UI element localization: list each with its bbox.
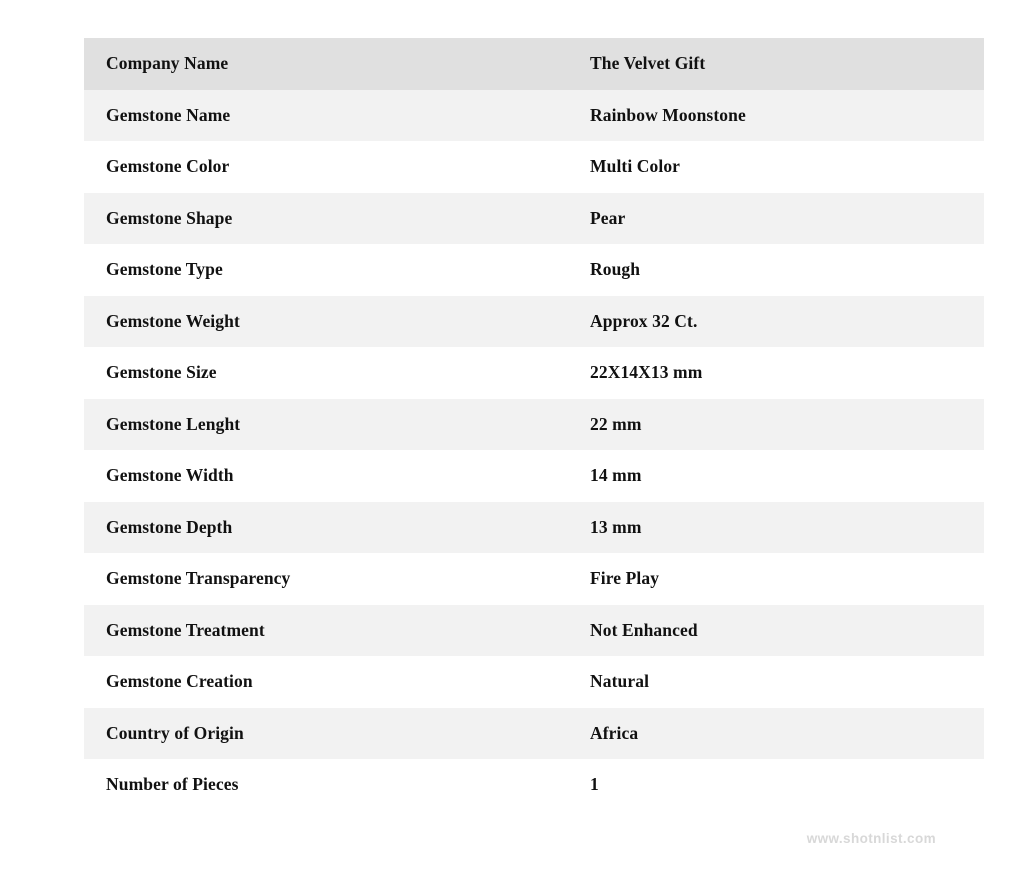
spec-table-body (84, 38, 984, 811)
table-row (84, 90, 984, 142)
spec-label: Gemstone Width (84, 450, 568, 502)
table-row (84, 656, 984, 708)
spec-label: Gemstone Lenght (84, 399, 568, 451)
spec-value: 13 mm (568, 502, 984, 554)
spec-label: Gemstone Color (84, 141, 568, 193)
spec-label: Gemstone Transparency (84, 553, 568, 605)
spec-value: 1 (568, 759, 984, 811)
table-row (84, 141, 984, 193)
spec-label: Company Name (84, 38, 568, 90)
table-row (84, 399, 984, 451)
spec-value: Fire Play (568, 553, 984, 605)
spec-value: Pear (568, 193, 984, 245)
watermark: www.shotnlist.com (806, 831, 936, 846)
table-row (84, 450, 984, 502)
table-row (84, 38, 984, 90)
spec-value: 22 mm (568, 399, 984, 451)
spec-label: Gemstone Shape (84, 193, 568, 245)
spec-value: 14 mm (568, 450, 984, 502)
table-row (84, 759, 984, 811)
table-row (84, 296, 984, 348)
table-row (84, 244, 984, 296)
table-row (84, 193, 984, 245)
spec-label: Gemstone Depth (84, 502, 568, 554)
spec-label: Gemstone Treatment (84, 605, 568, 657)
table-row (84, 708, 984, 760)
spec-label: Gemstone Type (84, 244, 568, 296)
spec-value: Africa (568, 708, 984, 760)
spec-value: Rough (568, 244, 984, 296)
spec-label: Gemstone Creation (84, 656, 568, 708)
table-row (84, 502, 984, 554)
spec-value: Approx 32 Ct. (568, 296, 984, 348)
gemstone-spec-table (84, 38, 984, 811)
spec-label: Country of Origin (84, 708, 568, 760)
spec-value: The Velvet Gift (568, 38, 984, 90)
spec-label: Number of Pieces (84, 759, 568, 811)
table-row (84, 605, 984, 657)
spec-label: Gemstone Weight (84, 296, 568, 348)
spec-value: Rainbow Moonstone (568, 90, 984, 142)
table-row (84, 553, 984, 605)
spec-value: Natural (568, 656, 984, 708)
spec-label: Gemstone Name (84, 90, 568, 142)
spec-label: Gemstone Size (84, 347, 568, 399)
spec-value: Not Enhanced (568, 605, 984, 657)
spec-value: 22X14X13 mm (568, 347, 984, 399)
spec-value: Multi Color (568, 141, 984, 193)
table-row (84, 347, 984, 399)
